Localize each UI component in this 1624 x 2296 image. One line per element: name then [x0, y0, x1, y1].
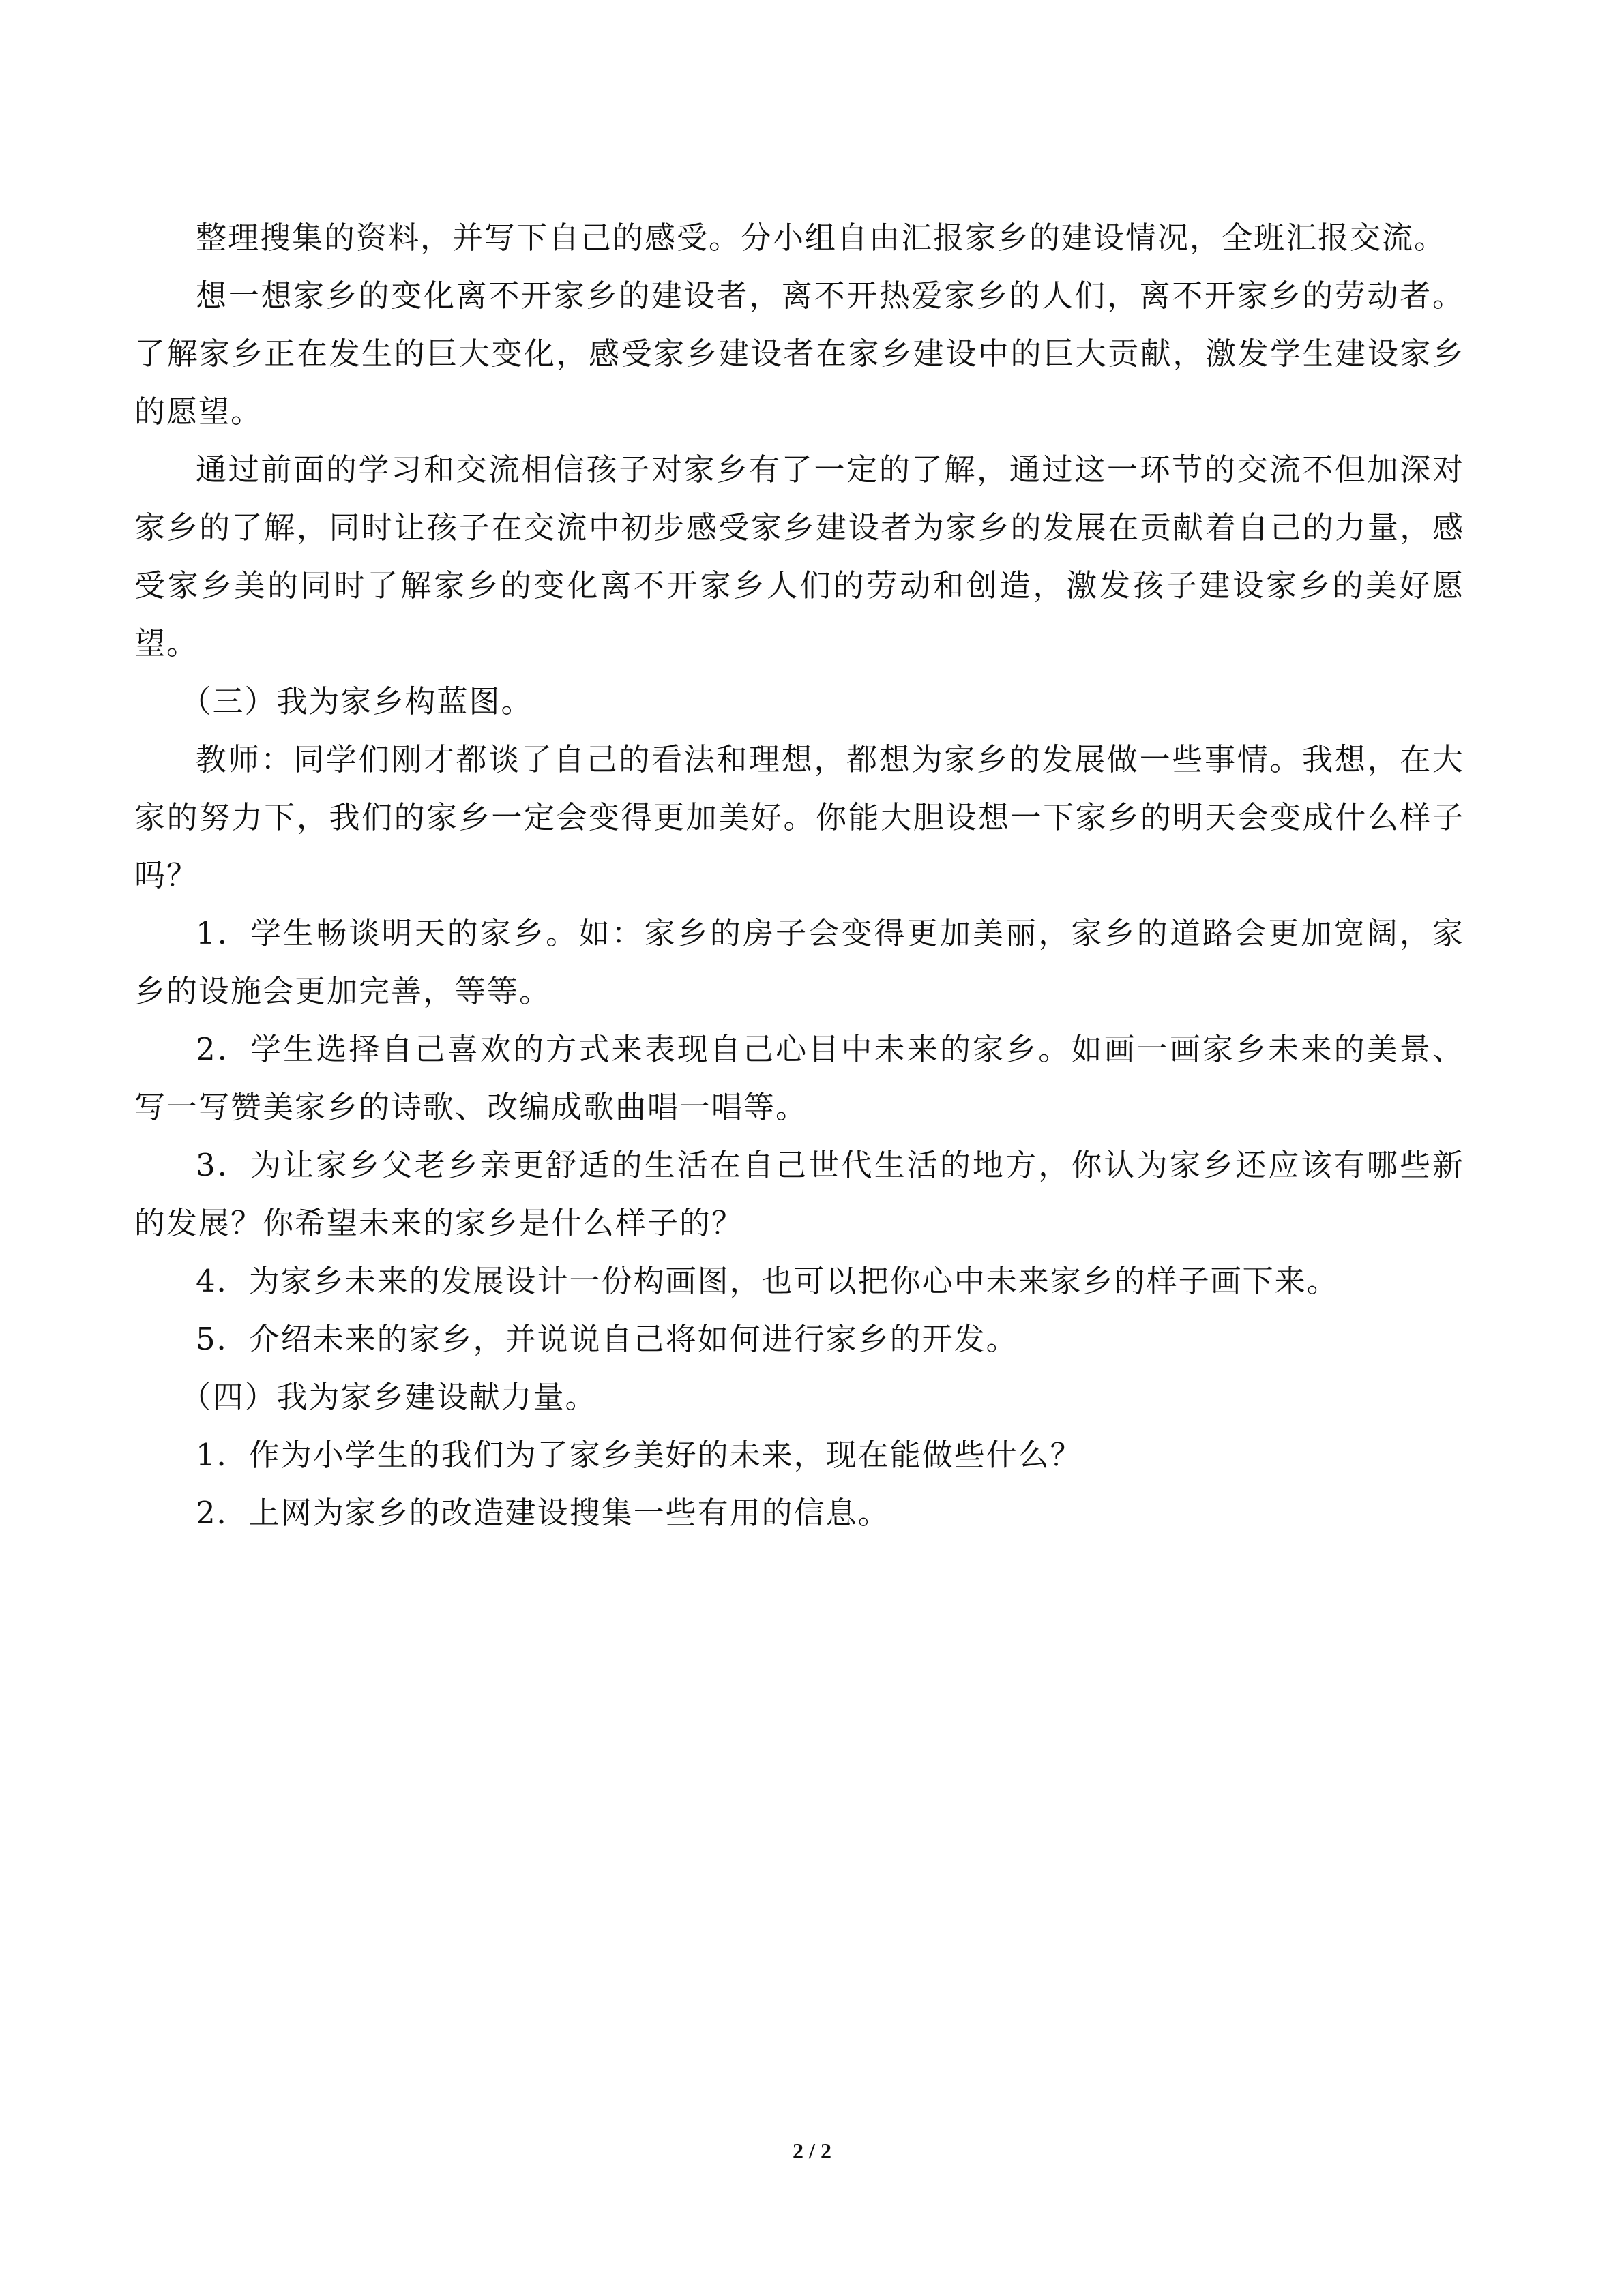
paragraph-reflection: 通过前面的学习和交流相信孩子对家乡有了一定的了解，通过这一环节的交流不但加深对家乡的了解，同时让孩子在交流中初步感受家乡建设者为家乡的发展在贡献着自己的力量，感受家乡美的同时了解家乡的变化离不开家乡人们的劳动和创造，激发孩子建设家乡的美好愿望。 — [134, 451, 1464, 661]
document-body — [134, 209, 1464, 1542]
list-item-4: 4．为家乡未来的发展设计一份构画图，也可以把你心中未来家乡的样子画下来。 — [196, 1263, 1339, 1299]
list-item-5: 5．介绍未来的家乡，并说说自己将如何进行家乡的开发。 — [196, 1321, 1018, 1357]
page-number: 2 / 2 — [793, 2138, 831, 2163]
list-item-7: 2．上网为家乡的改造建设搜集一些有用的信息。 — [196, 1495, 890, 1531]
section-heading-3: （三）我为家乡构蓝图。 — [180, 683, 533, 719]
list-item-2: 2．学生选择自己喜欢的方式来表现自己心目中未来的家乡。如画一画家乡未来的美景、写一写赞美家乡的诗歌、改编成歌曲唱一唱等。 — [134, 1031, 1464, 1125]
list-item-1: 1．学生畅谈明天的家乡。如：家乡的房子会变得更加美丽，家乡的道路会更加宽阔，家乡的设施会更加完善，等等。 — [134, 915, 1464, 1009]
section-heading-4: （四）我为家乡建设献力量。 — [180, 1379, 597, 1415]
paragraph-builders: 想一想家乡的变化离不开家乡的建设者，离不开热爱家乡的人们，离不开家乡的劳动者。了解家乡正在发生的巨大变化，感受家乡建设者在家乡建设中的巨大贡献，激发学生建设家乡的愿望。 — [134, 278, 1464, 430]
paragraph-summary: 整理搜集的资料，并写下自己的感受。分小组自由汇报家乡的建设情况，全班汇报交流。 — [196, 220, 1447, 256]
list-item-6: 1．作为小学生的我们为了家乡美好的未来，现在能做些什么？ — [196, 1437, 1082, 1473]
paragraph-teacher: 教师：同学们刚才都谈了自己的看法和理想，都想为家乡的发展做一些事情。我想，在大家的努力下，我们的家乡一定会变得更加美好。你能大胆设想一下家乡的明天会变成什么样子吗？ — [134, 741, 1464, 893]
list-item-3: 3．为让家乡父老乡亲更舒适的生活在自己世代生活的地方，你认为家乡还应该有哪些新的发展？你希望未来的家乡是什么样子的？ — [134, 1147, 1464, 1241]
